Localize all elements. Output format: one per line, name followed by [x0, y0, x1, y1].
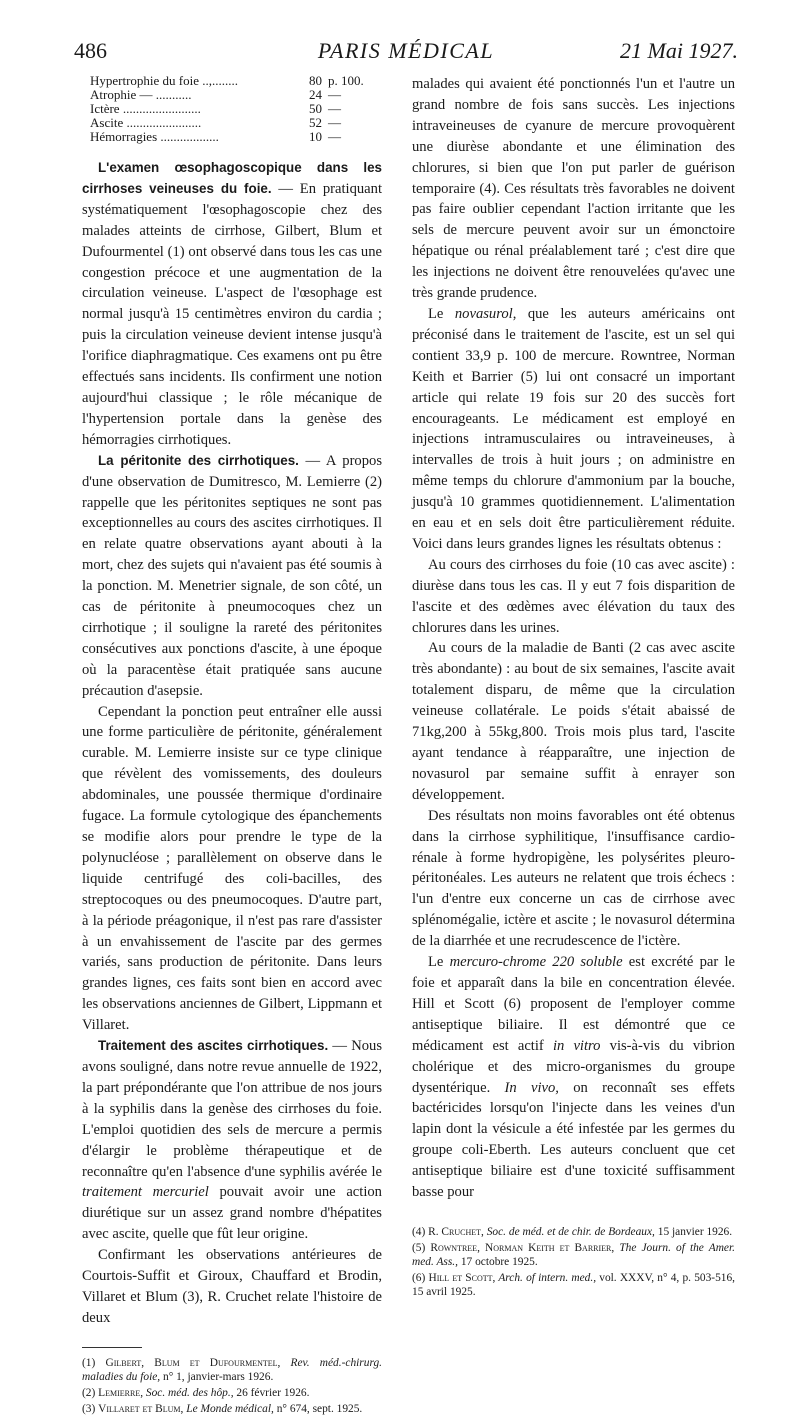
paragraph: Cependant la ponction peut entraîner elle aussi une forme particulière de péritonite, généralement curable. M. Lemierre insiste sur ce type clinique que révèlent des vomissements, des douleurs abdominales, une poussée thermique d'ordinaire fugace. La formule cytologique des épanchements se modifie alors pour prendre le type de la polynucléose ; parallèlement on observe dans le liquide centrifugé des coli-bacilles, des streptocoques ou des pneumocoques. D'autre part, à la période préagonique, il n'est pas rare d'assister à un envahissement de l'ascite par des germes variés, sans production de péritonite. Dans leurs grandes lignes, ces faits sont bien en accord avec les observations anciennes de Gilbert, Lippmann et Villaret.: [82, 703, 382, 1034]
italic-term: in vitro: [552, 1037, 601, 1054]
stat-unit: —: [328, 129, 341, 144]
table-row: [90, 130, 378, 144]
footnote-source: Le Monde médical,: [183, 1402, 274, 1415]
italic-term: novasurol: [454, 305, 513, 322]
paragraph: Des résultats non moins favorables ont été obtenus dans la cirrhose syphilitique, l'insuffisance cardio-rénale à forme hydropigène, les polysérites pleuro-péritonéales. Les auteurs ne relatent que trois échecs : l'un d'entre eux concerne un cas de cirrhose avec splénomégalie, ictère et ascite ; le novasurol détermina de la diarrhée et une recrudescence de l'ictère.: [412, 807, 735, 950]
stat-unit: p. 100.: [328, 73, 364, 88]
issue-date: 21 Mai 1927.: [620, 38, 738, 63]
paragraph: [82, 158, 382, 451]
stats-table: [90, 74, 378, 144]
stat-value: 52: [309, 115, 322, 130]
footnote-details: n° 674, sept. 1925.: [273, 1402, 363, 1415]
stat-label: Ascite .......................: [90, 115, 202, 130]
footnote-details: 15 janvier 1926.: [654, 1225, 733, 1238]
stat-label: Atrophie — ...........: [90, 87, 192, 102]
footnote: [412, 1225, 735, 1239]
paragraph: Au cours des cirrhoses du foie (10 cas avec ascite) : diurèse dans tous les cas. Il y eut 7 fois disparition de l'ascite et des œdèmes avec élévation du taux des chlorures dans les urines.: [412, 556, 735, 636]
italic-term: In vivo,: [504, 1079, 559, 1096]
italic-term: mercuro-chrome 220 soluble: [449, 954, 623, 971]
footnote-authors: R. Cruchet,: [428, 1225, 484, 1238]
footnote-authors: Rowntree, Norman Keith et Barrier,: [430, 1241, 615, 1254]
footnote-source: Soc. de méd. et de chir. de Bordeaux,: [483, 1225, 655, 1238]
footnote-number: (4): [412, 1225, 429, 1238]
footnote-source: Arch. of intern. med.,: [495, 1271, 597, 1284]
journal-title: PARIS MÉDICAL: [317, 38, 495, 63]
paragraph-text: Le: [428, 305, 455, 322]
footnote-number: (1): [82, 1356, 106, 1369]
stat-value: 80: [309, 73, 322, 88]
stat-unit: —: [328, 101, 341, 116]
footnotes-right: [412, 1225, 735, 1299]
paragraph: [412, 304, 735, 555]
footnote-source: The Journ. of the Amer. med. Ass.,: [412, 1241, 735, 1268]
footnote-source: Rev. méd.-chirurg. maladies du foie,: [82, 1356, 382, 1383]
footnote-number: (5): [412, 1241, 431, 1254]
paragraph: malades qui avaient été ponctionnés l'un et l'autre un grand nombre de fois sans succès. Les injections intraveineuses de cyanure de mercure provoquèrent une diurèse abondante et une élimination des chlorures, si bien que l'on put parler de guérison temporaire (4). Ces résultats très favorables ne doivent pas faire oublier cependant l'action irritante que les sels de mercure peuvent avoir sur un émonctoire hépatique ou rénal préalablement taré ; c'est dire que les injections ne doivent être renouvelées qu'avec une très grande prudence.: [412, 76, 735, 302]
table-row: [90, 102, 378, 116]
section-heading: La péritonite des cirrhotiques.: [98, 452, 299, 468]
paragraph: [412, 952, 735, 1203]
section-heading: L'examen œsophagoscopique dans les cirrhoses veineuses du foie.: [82, 160, 382, 196]
footnote-number: (3): [82, 1402, 99, 1415]
footnote-details: vol. XXXV, n° 4, p. 503-516, 15 avril 1925.: [412, 1271, 736, 1298]
paragraph: Confirmant les observations antérieures de Courtois-Suffit et Giroux, Chauffard et Brodin, Villaret et Blum (3), R. Cruchet relate l'histoire de deux: [82, 1247, 382, 1326]
footnote-authors: Lemierre,: [98, 1386, 144, 1399]
footnote-rule: [82, 1347, 142, 1348]
footnote-number: (6): [412, 1271, 429, 1284]
paragraph-text: — Nous avons souligné, dans notre revue annuelle de 1922, la part prépondérante que l'on attribue de nos jours à la syphilis dans la genèse des cirrhoses du foie. L'emploi quotidien des sels de mercure a permis d'élargir le problème thérapeutique et de reconnaître qu'en l'absence d'une syphilis avérée le: [82, 1038, 382, 1180]
paragraph-text: est excrété par le foie et apparaît dans la bile en concentration élevée. Hill et Scott (6) proposent de l'employer comme antiseptique biliaire. Il est démontré que ce médicament est actif: [412, 954, 735, 1054]
section-heading: Traitement des ascites cirrhotiques.: [98, 1038, 329, 1054]
footnote-authors: Gilbert, Blum et Dufourmentel,: [105, 1356, 281, 1369]
footnote: [82, 1402, 382, 1416]
footnote-authors: Villaret et Blum,: [98, 1402, 184, 1415]
right-column: [412, 74, 735, 1301]
footnotes-left: [82, 1356, 382, 1416]
table-row: [90, 116, 378, 130]
page-number: 486: [74, 38, 107, 63]
footnote-details: n° 1, janvier-mars 1926.: [160, 1370, 274, 1383]
paragraph-text: , que les auteurs américains ont préconisé dans le traitement de l'ascite, est un sel qui contient 33,9 p. 100 de mercure. Rowntree, Norman Keith et Barrier (5) lui ont consacré un important article qui relate 19 fois sur 20 des succès fort encourageants. Le médicament est employé en injections intramusculaires ou intraveineuses, à intervalles de trois à huit jours ; on administre en même temps du chlorure d'ammonium par la bouche, jusqu'à 10 grammes quotidiennement. L'alimentation en eau et en sels doit être particulièrement réduite. Voici dans leurs grandes lignes les résultats obtenus :: [412, 305, 736, 552]
running-header: [74, 38, 738, 68]
table-row: [90, 88, 378, 102]
paragraph-text: pouvait avoir une action diurétique sur un assez grand nombre d'hépatites avec ascite, quelle que fût leur origine.: [82, 1184, 382, 1243]
table-row: [90, 74, 378, 88]
footnote: [82, 1386, 382, 1400]
paragraph-text: on reconnaît ses effets bactéricides lorsqu'on l'injecte dans les veines d'un lapin dont la vésicule a été infestée par les germes du groupe coli-Eberth. Les auteurs concluent que cet antiseptique biliaire est d'une toxicité suffisamment basse pour: [412, 1079, 735, 1201]
stat-label: Ictère ........................: [90, 101, 201, 116]
footnote-details: 17 octobre 1925.: [458, 1255, 538, 1268]
stat-value: 24: [309, 87, 322, 102]
footnote-authors: Hill et Scott,: [428, 1271, 496, 1284]
footnote-number: (2): [82, 1386, 99, 1399]
footnote: [82, 1356, 382, 1384]
paragraph: [82, 1036, 382, 1245]
footnote-details: 26 février 1926.: [233, 1386, 310, 1399]
stat-label: Hémorragies ..................: [90, 129, 219, 144]
footnote: [412, 1271, 735, 1299]
left-column: [82, 74, 382, 1418]
stat-label: Hypertrophie du foie ..,........: [90, 73, 239, 88]
paragraph-text: Le: [428, 954, 450, 971]
footnote-source: Soc. méd. des hôp.,: [143, 1386, 234, 1399]
stat-value: 10: [309, 129, 322, 144]
stat-unit: —: [328, 87, 341, 102]
footnote: [412, 1241, 735, 1269]
paragraph: Au cours de la maladie de Banti (2 cas avec ascite très abondante) : au bout de six semaines, l'ascite avait totalement disparu, de même que la circulation veineuse collatérale. Le poids s'était abaissé de 71kg,200 à 55kg,800. Trois mois plus tard, l'ascite ayant tendance à réapparaître, une injection de novasurol par semaine suffit à enrayer son développement.: [412, 640, 735, 803]
stat-value: 50: [309, 101, 322, 116]
paragraph: [82, 451, 382, 702]
paragraph-text: — En pratiquant systématiquement l'œsophagoscopie chez des malades atteints de cirrhose, Gilbert, Blum et Dufourmentel (1) ont observé dans tous les cas une congestion précoce et une augmentation de la circulation veineuse. L'aspect de l'œsophage est normal jusqu'à 15 centimètres environ du cardia ; puis la circulation veineuse devient intense jusqu'à l'orifice diaphragmatique. Ces examens ont pu être effectués sans incidents. Ils confirment une notion aujourd'hui classique ; le rôle mécanique de l'hypertension portale dans la genèse des hémorragies cirrhotiques.: [82, 180, 382, 448]
stat-unit: —: [328, 115, 341, 130]
paragraph-text: — A propos d'une observation de Dumitresco, M. Lemierre (2) rappelle que les péritonites septiques ne sont pas exceptionnelles au cours des ascites cirrhotiques. Il en relate quatre observations ayant abouti à la mort, chez des sujets qui n'avaient pas été soumis à la ponction. M. Menetrier signale, de son côté, un cas de péritonite à pneumocoques chez un cirrhotique ; il souligne la rareté des péritonites consécutives aux ponctions d'ascite, à une époque où la paracentèse était pratiquée sans aucune précaution d'asepsie.: [82, 452, 382, 699]
italic-term: traitement mercuriel: [82, 1184, 209, 1201]
paragraph-text: vis-à-vis du vibrion cholérique et des micro-organismes du groupe dysentérique.: [412, 1037, 735, 1096]
